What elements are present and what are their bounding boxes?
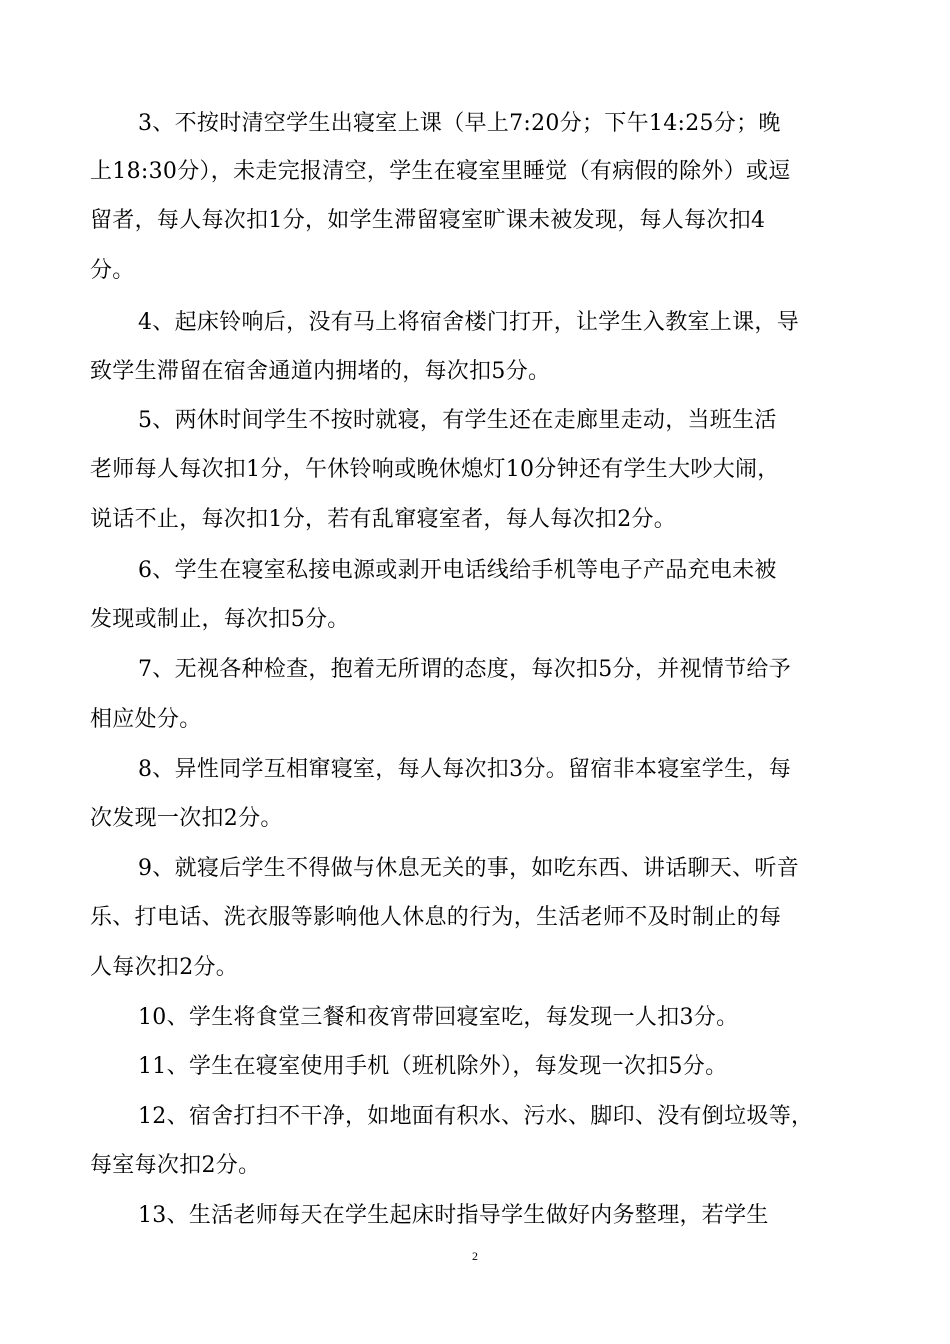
rule-7-line-2: 相应处分。 bbox=[90, 707, 202, 732]
rule-3-line-4: 分。 bbox=[90, 258, 135, 283]
rule-5-line-3: 说话不止，每次扣1分，若有乱窜寝室者，每人每次扣2分。 bbox=[90, 507, 677, 532]
rule-12-line-1: 12、宿舍打扫不干净，如地面有积水、污水、脚印、没有倒垃圾等， bbox=[138, 1104, 814, 1129]
rule-10-line-1: 10、学生将食堂三餐和夜宵带回寝室吃，每发现一人扣3分。 bbox=[138, 1005, 739, 1030]
rule-7-line-1: 7、无视各种检查，抱着无所谓的态度，每次扣5分，并视情节给予 bbox=[138, 657, 791, 682]
rule-5-line-1: 5、两休时间学生不按时就寝，有学生还在走廊里走动，当班生活 bbox=[138, 408, 777, 433]
rule-3-line-2: 上18:30分），未走完报清空，学生在寝室里睡觉（有病假的除外）或逗 bbox=[90, 159, 791, 184]
rule-9-line-2: 乐、打电话、洗衣服等影响他人休息的行为，生活老师不及时制止的每 bbox=[90, 905, 782, 930]
rule-8-line-2: 次发现一次扣2分。 bbox=[90, 806, 283, 831]
rule-9-line-3: 人每次扣2分。 bbox=[90, 955, 239, 980]
rule-3-line-1: 3、不按时清空学生出寝室上课（早上7:20分；下午14:25分；晚 bbox=[138, 111, 781, 136]
rule-11-line-1: 11、学生在寝室使用手机（班机除外），每发现一次扣5分。 bbox=[138, 1054, 728, 1079]
rule-6-line-2: 发现或制止，每次扣5分。 bbox=[90, 607, 350, 632]
rule-3-line-3: 留者，每人每次扣1分，如学生滞留寝室旷课未被发现，每人每次扣4 bbox=[90, 208, 766, 233]
rule-12-line-2: 每室每次扣2分。 bbox=[90, 1153, 261, 1178]
rule-4-line-1: 4、起床铃响后，没有马上将宿舍楼门打开，让学生入教室上课，导 bbox=[138, 310, 799, 335]
rule-13-line-1: 13、生活老师每天在学生起床时指导学生做好内务整理，若学生 bbox=[138, 1203, 769, 1228]
rule-6-line-1: 6、学生在寝室私接电源或剥开电话线给手机等电子产品充电未被 bbox=[138, 558, 777, 583]
rule-8-line-1: 8、异性同学互相窜寝室，每人每次扣3分。留宿非本寝室学生，每 bbox=[138, 757, 791, 782]
rule-9-line-1: 9、就寝后学生不得做与休息无关的事，如吃东西、讲话聊天、听音 bbox=[138, 856, 799, 881]
page-number: 2 bbox=[472, 1249, 478, 1263]
rule-5-line-2: 老师每人每次扣1分，午休铃响或晚休熄灯10分钟还有学生大吵大闹， bbox=[90, 457, 780, 482]
rule-4-line-2: 致学生滞留在宿舍通道内拥堵的，每次扣5分。 bbox=[90, 359, 551, 384]
